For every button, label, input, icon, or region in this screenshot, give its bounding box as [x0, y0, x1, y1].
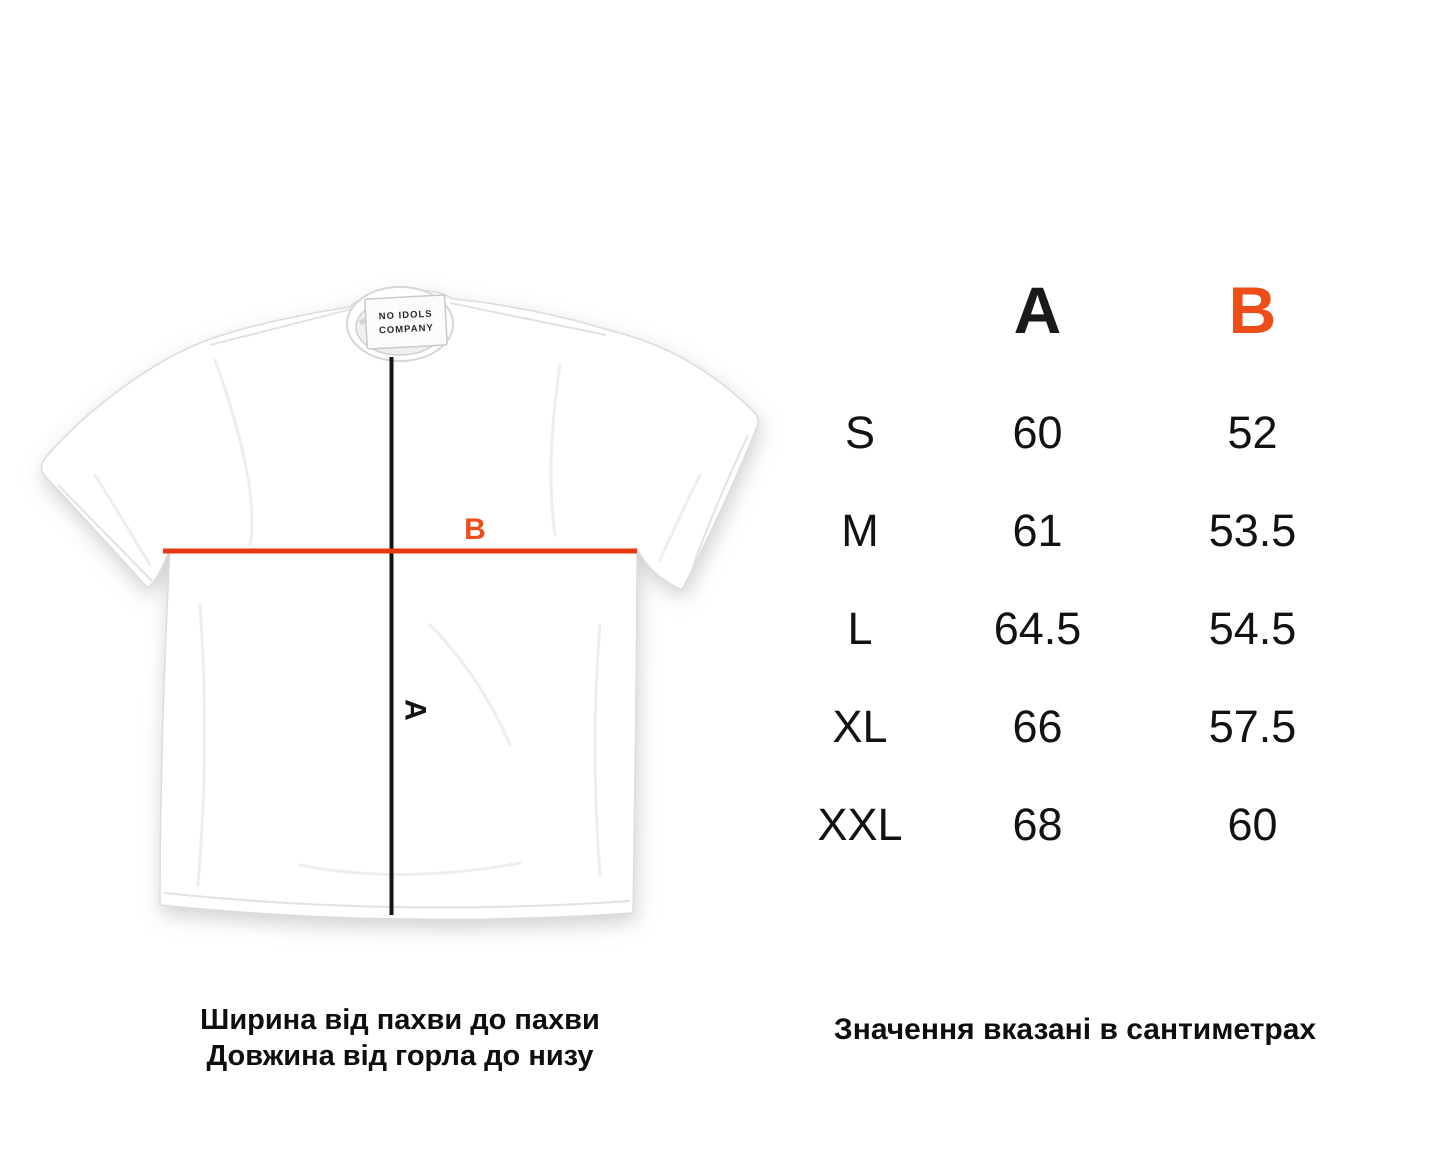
size-label: S [844, 407, 875, 458]
value-a: 60 [1012, 407, 1063, 458]
column-header-b: B [1228, 273, 1277, 347]
neck-label-line2: COMPANY [378, 322, 435, 337]
value-b: 52 [1227, 407, 1278, 458]
table-row-m [790, 482, 1360, 580]
measure-hint-caption [100, 1002, 700, 1074]
measurement-label-a: A [398, 699, 432, 721]
measure-hint-line1: Ширина від пахви до пахви [200, 1004, 600, 1036]
size-label: XXL [817, 799, 903, 850]
table-row-l [790, 580, 1360, 678]
size-label: M [841, 505, 879, 556]
measurement-label-b: B [464, 513, 486, 546]
table-row-s [790, 384, 1360, 482]
measurement-line-b [163, 549, 637, 554]
size-table-header [790, 270, 1360, 350]
value-a: 68 [1012, 799, 1063, 850]
size-label: XL [832, 701, 888, 752]
size-table-body [790, 384, 1360, 874]
tshirt-measurement-diagram [0, 245, 805, 970]
neck-label [365, 295, 448, 349]
measure-hint-line2: Довжина від горла до низу [206, 1040, 594, 1072]
size-table [790, 270, 1360, 874]
tshirt-body [41, 290, 758, 919]
size-label: L [847, 603, 873, 654]
tshirt-photo [0, 245, 805, 970]
value-a: 61 [1012, 505, 1063, 556]
value-b: 57.5 [1208, 701, 1297, 752]
value-b: 54.5 [1208, 603, 1297, 654]
value-a: 66 [1012, 701, 1063, 752]
table-row-xxl [790, 776, 1360, 874]
column-header-a: A [1013, 273, 1062, 347]
value-b: 60 [1227, 799, 1278, 850]
value-b: 53.5 [1208, 505, 1297, 556]
units-note: Значення вказані в сантиметрах [833, 1013, 1317, 1046]
measurement-line-a [390, 357, 394, 915]
value-a: 64.5 [993, 603, 1082, 654]
table-row-xl [790, 678, 1360, 776]
neck-label-line1: NO IDOLS [378, 308, 433, 323]
